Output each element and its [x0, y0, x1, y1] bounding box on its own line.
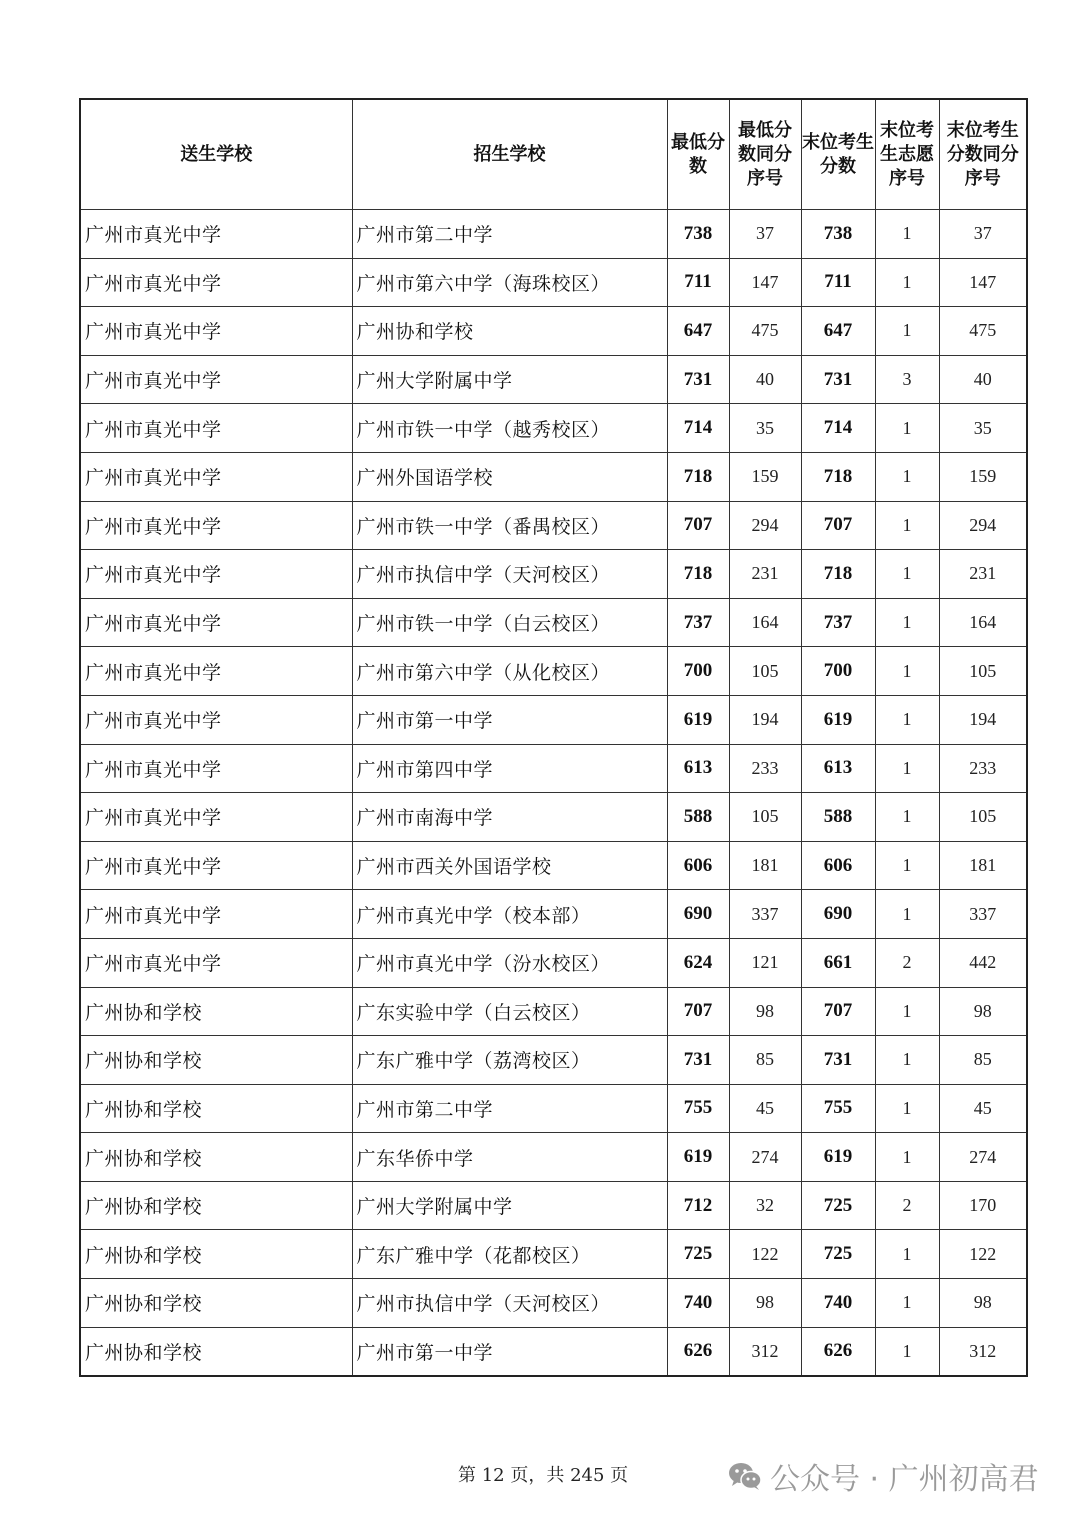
cell-last-score: 711 — [801, 258, 875, 307]
cell-last-score: 714 — [801, 404, 875, 453]
cell-sending-school: 广州市真光中学 — [80, 404, 352, 453]
watermark-text: 公众号 · 广州初高君 — [770, 1462, 1039, 1497]
cell-min-score-rank: 35 — [729, 404, 801, 453]
cell-min-score: 725 — [667, 1230, 729, 1279]
cell-admitting-school: 广州协和学校 — [352, 307, 667, 356]
table-row — [80, 1181, 1027, 1230]
cell-sending-school: 广州市真光中学 — [80, 793, 352, 842]
cell-min-score-rank: 231 — [729, 550, 801, 599]
cell-admitting-school: 广州市执信中学（天河校区） — [352, 550, 667, 599]
header-last-rank: 末位考生分数同分序号 — [939, 99, 1027, 210]
table-row — [80, 987, 1027, 1036]
cell-min-score-rank: 45 — [729, 1084, 801, 1133]
cell-admitting-school: 广东华侨中学 — [352, 1133, 667, 1182]
table-row — [80, 550, 1027, 599]
cell-admitting-school: 广东广雅中学（荔湾校区） — [352, 1036, 667, 1085]
cell-sending-school: 广州市真光中学 — [80, 744, 352, 793]
cell-last-choice: 1 — [875, 550, 939, 599]
cell-min-score: 619 — [667, 1133, 729, 1182]
table-row — [80, 501, 1027, 550]
cell-sending-school: 广州市真光中学 — [80, 501, 352, 550]
cell-last-rank: 274 — [939, 1133, 1027, 1182]
cell-last-rank: 337 — [939, 890, 1027, 939]
cell-min-score-rank: 164 — [729, 598, 801, 647]
table-header — [80, 99, 1027, 210]
cell-min-score: 712 — [667, 1181, 729, 1230]
cell-admitting-school: 广州市第二中学 — [352, 210, 667, 259]
cell-last-rank: 98 — [939, 1279, 1027, 1328]
cell-sending-school: 广州市真光中学 — [80, 452, 352, 501]
cell-last-score: 737 — [801, 598, 875, 647]
cell-min-score-rank: 40 — [729, 355, 801, 404]
cell-sending-school: 广州协和学校 — [80, 1279, 352, 1328]
cell-last-score: 626 — [801, 1327, 875, 1376]
cell-admitting-school: 广州市第四中学 — [352, 744, 667, 793]
cell-sending-school: 广州市真光中学 — [80, 550, 352, 599]
cell-min-score-rank: 181 — [729, 841, 801, 890]
table-row — [80, 598, 1027, 647]
cell-min-score: 731 — [667, 355, 729, 404]
cell-min-score: 738 — [667, 210, 729, 259]
table-row — [80, 1230, 1027, 1279]
cell-min-score-rank: 337 — [729, 890, 801, 939]
table-row — [80, 1133, 1027, 1182]
cell-min-score: 707 — [667, 501, 729, 550]
cell-min-score: 690 — [667, 890, 729, 939]
cell-last-score: 731 — [801, 1036, 875, 1085]
cell-last-rank: 98 — [939, 987, 1027, 1036]
cell-sending-school: 广州协和学校 — [80, 1181, 352, 1230]
cell-min-score: 624 — [667, 938, 729, 987]
page-number: 第 12 页，共 245 页 — [458, 1465, 629, 1486]
cell-admitting-school: 广州市第二中学 — [352, 1084, 667, 1133]
cell-sending-school: 广州市真光中学 — [80, 355, 352, 404]
cell-min-score: 647 — [667, 307, 729, 356]
cell-last-rank: 194 — [939, 695, 1027, 744]
table-row — [80, 744, 1027, 793]
header-last-choice: 末位考生志愿序号 — [875, 99, 939, 210]
cell-last-score: 738 — [801, 210, 875, 259]
cell-admitting-school: 广州市第六中学（从化校区） — [352, 647, 667, 696]
cell-min-score: 718 — [667, 452, 729, 501]
cell-last-score: 707 — [801, 987, 875, 1036]
table-row — [80, 210, 1027, 259]
cell-admitting-school: 广州大学附属中学 — [352, 1181, 667, 1230]
cell-last-rank: 37 — [939, 210, 1027, 259]
cell-last-rank: 45 — [939, 1084, 1027, 1133]
cell-min-score: 588 — [667, 793, 729, 842]
cell-admitting-school: 广东实验中学（白云校区） — [352, 987, 667, 1036]
cell-min-score-rank: 274 — [729, 1133, 801, 1182]
cell-last-score: 755 — [801, 1084, 875, 1133]
cell-admitting-school: 广州市铁一中学（越秀校区） — [352, 404, 667, 453]
cell-min-score: 626 — [667, 1327, 729, 1376]
cell-min-score: 740 — [667, 1279, 729, 1328]
cell-min-score-rank: 121 — [729, 938, 801, 987]
table-row — [80, 1036, 1027, 1085]
cell-min-score: 714 — [667, 404, 729, 453]
table-row — [80, 793, 1027, 842]
table-row — [80, 404, 1027, 453]
table-row — [80, 890, 1027, 939]
cell-admitting-school: 广州市西关外国语学校 — [352, 841, 667, 890]
cell-sending-school: 广州协和学校 — [80, 1084, 352, 1133]
cell-sending-school: 广州协和学校 — [80, 987, 352, 1036]
cell-min-score: 707 — [667, 987, 729, 1036]
header-min-score-rank: 最低分数同分序号 — [729, 99, 801, 210]
cell-last-score: 740 — [801, 1279, 875, 1328]
cell-min-score-rank: 37 — [729, 210, 801, 259]
cell-last-rank: 85 — [939, 1036, 1027, 1085]
table-row — [80, 355, 1027, 404]
admission-score-table — [79, 98, 1028, 1377]
cell-last-score: 606 — [801, 841, 875, 890]
cell-min-score: 755 — [667, 1084, 729, 1133]
cell-min-score-rank: 147 — [729, 258, 801, 307]
cell-last-choice: 1 — [875, 307, 939, 356]
cell-sending-school: 广州协和学校 — [80, 1133, 352, 1182]
cell-min-score: 711 — [667, 258, 729, 307]
cell-last-score: 647 — [801, 307, 875, 356]
cell-sending-school: 广州市真光中学 — [80, 258, 352, 307]
cell-last-choice: 1 — [875, 987, 939, 1036]
cell-sending-school: 广州协和学校 — [80, 1036, 352, 1085]
cell-sending-school: 广州协和学校 — [80, 1327, 352, 1376]
cell-last-choice: 1 — [875, 1327, 939, 1376]
header-min-score: 最低分数 — [667, 99, 729, 210]
cell-last-rank: 40 — [939, 355, 1027, 404]
cell-last-score: 725 — [801, 1181, 875, 1230]
cell-last-choice: 2 — [875, 938, 939, 987]
cell-last-rank: 105 — [939, 793, 1027, 842]
cell-last-score: 707 — [801, 501, 875, 550]
cell-last-rank: 35 — [939, 404, 1027, 453]
cell-min-score: 700 — [667, 647, 729, 696]
cell-last-choice: 1 — [875, 1279, 939, 1328]
cell-last-score: 718 — [801, 452, 875, 501]
header-row — [80, 99, 1027, 210]
cell-min-score-rank: 98 — [729, 1279, 801, 1328]
header-sending-school: 送生学校 — [80, 99, 352, 210]
header-admitting-school: 招生学校 — [352, 99, 667, 210]
cell-last-rank: 164 — [939, 598, 1027, 647]
cell-last-choice: 1 — [875, 1084, 939, 1133]
cell-sending-school: 广州协和学校 — [80, 1230, 352, 1279]
cell-sending-school: 广州市真光中学 — [80, 210, 352, 259]
cell-min-score-rank: 475 — [729, 307, 801, 356]
cell-min-score-rank: 122 — [729, 1230, 801, 1279]
cell-last-score: 661 — [801, 938, 875, 987]
cell-last-choice: 1 — [875, 598, 939, 647]
page-footer — [0, 1460, 1080, 1497]
cell-admitting-school: 广州市第一中学 — [352, 695, 667, 744]
cell-min-score-rank: 98 — [729, 987, 801, 1036]
cell-last-rank: 312 — [939, 1327, 1027, 1376]
cell-min-score: 606 — [667, 841, 729, 890]
cell-admitting-school: 广州市真光中学（校本部） — [352, 890, 667, 939]
table-row — [80, 841, 1027, 890]
header-last-score: 末位考生分数 — [801, 99, 875, 210]
table-row — [80, 307, 1027, 356]
cell-last-rank: 294 — [939, 501, 1027, 550]
cell-admitting-school: 广州市南海中学 — [352, 793, 667, 842]
cell-last-rank: 122 — [939, 1230, 1027, 1279]
cell-min-score-rank: 312 — [729, 1327, 801, 1376]
cell-last-score: 731 — [801, 355, 875, 404]
cell-last-rank: 442 — [939, 938, 1027, 987]
cell-sending-school: 广州市真光中学 — [80, 938, 352, 987]
cell-last-score: 690 — [801, 890, 875, 939]
cell-last-choice: 1 — [875, 404, 939, 453]
cell-sending-school: 广州市真光中学 — [80, 890, 352, 939]
table-row — [80, 938, 1027, 987]
cell-last-choice: 1 — [875, 258, 939, 307]
cell-min-score-rank: 105 — [729, 793, 801, 842]
table-row — [80, 452, 1027, 501]
cell-min-score-rank: 85 — [729, 1036, 801, 1085]
cell-admitting-school: 广州市铁一中学（番禺校区） — [352, 501, 667, 550]
cell-sending-school: 广州市真光中学 — [80, 841, 352, 890]
cell-admitting-school: 广东广雅中学（花都校区） — [352, 1230, 667, 1279]
cell-last-rank: 231 — [939, 550, 1027, 599]
cell-last-score: 718 — [801, 550, 875, 599]
cell-last-rank: 170 — [939, 1181, 1027, 1230]
cell-last-choice: 1 — [875, 793, 939, 842]
cell-last-choice: 1 — [875, 1133, 939, 1182]
cell-last-choice: 1 — [875, 501, 939, 550]
cell-min-score: 619 — [667, 695, 729, 744]
cell-min-score-rank: 159 — [729, 452, 801, 501]
cell-last-rank: 147 — [939, 258, 1027, 307]
cell-last-choice: 1 — [875, 210, 939, 259]
cell-last-choice: 2 — [875, 1181, 939, 1230]
cell-last-choice: 1 — [875, 890, 939, 939]
cell-last-choice: 1 — [875, 1230, 939, 1279]
cell-last-score: 588 — [801, 793, 875, 842]
cell-last-score: 619 — [801, 1133, 875, 1182]
table-row — [80, 695, 1027, 744]
table-row — [80, 258, 1027, 307]
cell-min-score-rank: 32 — [729, 1181, 801, 1230]
cell-last-rank: 475 — [939, 307, 1027, 356]
cell-last-choice: 1 — [875, 452, 939, 501]
cell-admitting-school: 广州市真光中学（汾水校区） — [352, 938, 667, 987]
table-body — [80, 210, 1027, 1377]
cell-last-rank: 105 — [939, 647, 1027, 696]
table-row — [80, 1279, 1027, 1328]
cell-last-score: 613 — [801, 744, 875, 793]
cell-last-score: 725 — [801, 1230, 875, 1279]
cell-sending-school: 广州市真光中学 — [80, 695, 352, 744]
cell-admitting-school: 广州市铁一中学（白云校区） — [352, 598, 667, 647]
cell-min-score: 731 — [667, 1036, 729, 1085]
cell-last-score: 619 — [801, 695, 875, 744]
cell-last-rank: 159 — [939, 452, 1027, 501]
cell-last-choice: 3 — [875, 355, 939, 404]
cell-last-choice: 1 — [875, 841, 939, 890]
cell-admitting-school: 广州外国语学校 — [352, 452, 667, 501]
table-row — [80, 1084, 1027, 1133]
cell-min-score: 718 — [667, 550, 729, 599]
cell-min-score-rank: 194 — [729, 695, 801, 744]
cell-last-choice: 1 — [875, 1036, 939, 1085]
cell-sending-school: 广州市真光中学 — [80, 307, 352, 356]
cell-admitting-school: 广州市执信中学（天河校区） — [352, 1279, 667, 1328]
cell-min-score-rank: 233 — [729, 744, 801, 793]
cell-admitting-school: 广州大学附属中学 — [352, 355, 667, 404]
cell-min-score-rank: 294 — [729, 501, 801, 550]
cell-last-rank: 233 — [939, 744, 1027, 793]
cell-last-choice: 1 — [875, 744, 939, 793]
wechat-icon — [728, 1461, 762, 1491]
cell-min-score: 613 — [667, 744, 729, 793]
cell-last-rank: 181 — [939, 841, 1027, 890]
table-row — [80, 1327, 1027, 1376]
cell-sending-school: 广州市真光中学 — [80, 598, 352, 647]
cell-last-score: 700 — [801, 647, 875, 696]
cell-min-score-rank: 105 — [729, 647, 801, 696]
cell-admitting-school: 广州市第一中学 — [352, 1327, 667, 1376]
table-row — [80, 647, 1027, 696]
cell-min-score: 737 — [667, 598, 729, 647]
watermark — [728, 1454, 1039, 1498]
cell-admitting-school: 广州市第六中学（海珠校区） — [352, 258, 667, 307]
cell-last-choice: 1 — [875, 647, 939, 696]
cell-last-choice: 1 — [875, 695, 939, 744]
cell-sending-school: 广州市真光中学 — [80, 647, 352, 696]
